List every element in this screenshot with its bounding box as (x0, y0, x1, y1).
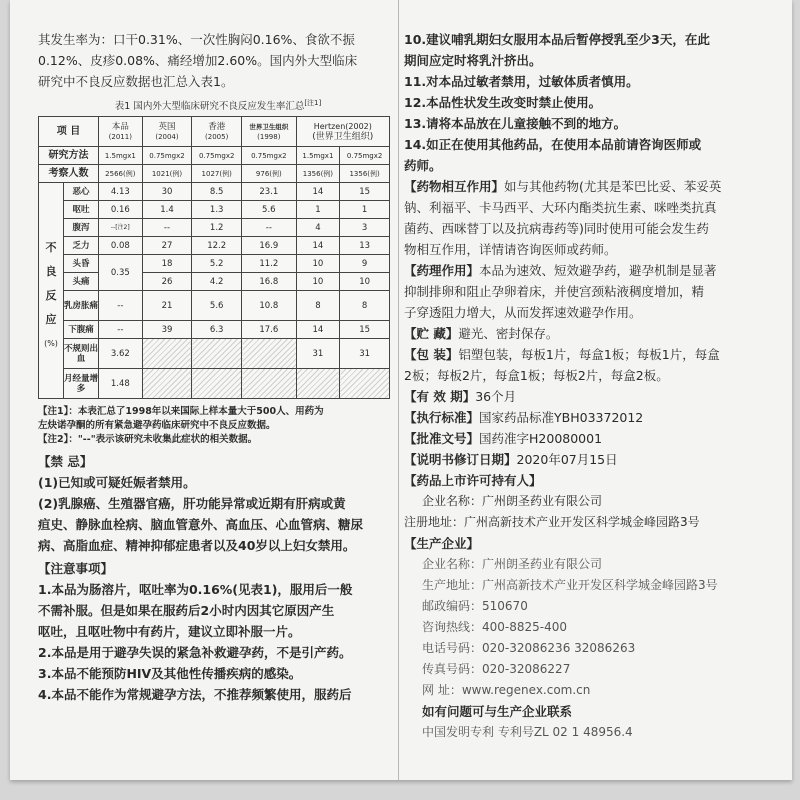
table-header-row (39, 117, 390, 147)
shaded-cell (242, 339, 297, 369)
symptom-cell: 下腹痛 (64, 321, 99, 339)
table-row (39, 183, 390, 201)
header-group (99, 117, 143, 147)
header-group-name: 本品 (111, 121, 129, 132)
method-cell: 0.75mgx2 (192, 147, 242, 165)
header-group (296, 117, 389, 147)
patent-line: 中国发明专利 专利号ZL 02 1 48956.4 (422, 725, 633, 739)
paragraph-line: 期间应定时将乳汁挤出。 (404, 53, 542, 68)
field-label: 企业名称： (422, 557, 483, 571)
holder-addr-line (404, 512, 784, 533)
field-label: 电话号码： (422, 641, 483, 655)
method-row (39, 147, 390, 165)
value-cell: 39 (142, 321, 192, 339)
table-note: 【注2】："--"表示该研究未收集此症状的相关数据。 (38, 434, 258, 446)
column-divider (398, 0, 399, 780)
header-group-name: Hertzen(2002) (313, 121, 372, 131)
field-label: 传真号码： (422, 662, 483, 676)
symptom-cell: 恶心 (64, 183, 99, 201)
header-group-name: 英国 (158, 121, 176, 132)
value-cell-merged: 0.35 (99, 255, 143, 291)
field-label: 邮政编码： (422, 599, 483, 613)
table-row (39, 219, 390, 237)
package-line (404, 344, 784, 365)
value-cell: 10 (296, 273, 340, 291)
shaded-cell (192, 369, 242, 399)
paragraph-line: 抑制排卵和阻止孕卵着床，并使宫颈粘液稠度增加，精 (404, 284, 705, 299)
field-label: 咨询热线： (422, 620, 483, 634)
table-notes (38, 405, 398, 447)
method-cell: 0.75mgx2 (142, 147, 192, 165)
value-cell: 5.6 (242, 201, 297, 219)
storage-text: 避光、密封保存。 (458, 326, 559, 341)
table-row (39, 237, 390, 255)
value-cell: 10 (340, 273, 390, 291)
value-cell: 6.3 (192, 321, 242, 339)
value-cell: 16.8 (242, 273, 297, 291)
paragraph-line: 疸史、静脉血栓病、脑血管意外、高血压、心血管病、糖尿 (38, 517, 364, 533)
section-title: 【药物相互作用】 (404, 179, 505, 194)
value-cell: 4.2 (192, 273, 242, 291)
approval-line (404, 428, 784, 449)
category-char: 良 (45, 264, 57, 278)
value-cell: 18 (142, 255, 192, 273)
value-cell: 3 (340, 219, 390, 237)
field-value: 广州高新技术产业开发区科学城金峰园路3号 (464, 515, 700, 529)
value-cell: 23.1 (242, 183, 297, 201)
section-title: 【生产企业】 (404, 536, 480, 551)
category-char: 反 (45, 288, 57, 302)
value-cell: 1.2 (192, 219, 242, 237)
table-note: 【注1】：本表汇总了1998年以来国际上样本量大于500人、用药为 (38, 406, 324, 418)
symptom-cell: 不规则出血 (64, 339, 99, 369)
value-cell: 15 (340, 183, 390, 201)
field-value: 400-8825-400 (482, 620, 568, 634)
method-label: 研究方法 (39, 147, 99, 165)
paragraph-line: 菌药、西咪替丁以及抗病毒药等)同时使用可能会发生药 (404, 221, 709, 236)
table-row (39, 321, 390, 339)
paragraph-line: 14.如正在使用其他药品，在使用本品前请咨询医师或 (404, 137, 702, 152)
value-cell: -- (142, 219, 192, 237)
section-title: 【注意事项】 (38, 561, 114, 577)
paragraph-line: 3.本品不能预防HIV及其他性传播疾病的感染。 (38, 666, 302, 682)
paragraph-line: 不需补服。但是如果在服药后2小时内因其它原因产生 (38, 603, 335, 619)
paragraph-line: 2.本品是用于避孕失误的紧急补救避孕药，不是引产药。 (38, 645, 352, 661)
paragraph-line: 物相互作用，详情请咨询医师或药师。 (404, 242, 617, 257)
shaded-cell (340, 369, 390, 399)
category-char: 应 (45, 312, 57, 326)
section-title: 【贮 藏】 (404, 326, 459, 341)
shaded-cell (142, 369, 192, 399)
value-cell: 0.08 (99, 237, 143, 255)
contraindications-section (38, 451, 398, 556)
paragraph-line: 如与其他药物(尤其是苯巴比妥、苯妥英 (504, 179, 722, 194)
value-cell: 8 (340, 291, 390, 321)
standard-text: 国家药品标准YBH03372012 (479, 410, 644, 425)
field-value: 广州朗圣药业有限公司 (482, 557, 603, 571)
table-caption-note: [注1] (304, 99, 322, 107)
value-cell: 8 (296, 291, 340, 321)
paragraph-line: (1)已知或可疑妊娠者禁用。 (38, 475, 196, 491)
value-cell: 26 (142, 273, 192, 291)
revision-line (404, 449, 784, 470)
value-cell: 1.4 (142, 201, 192, 219)
table-row (39, 201, 390, 219)
intro-line: 其发生率为：口干0.31%、一次性胸闷0.16%、食欲不振 (38, 32, 355, 47)
value-cell: 13 (340, 237, 390, 255)
category-char: 不 (45, 240, 57, 254)
value-cell: 4 (296, 219, 340, 237)
section-title: 【有 效 期】 (404, 389, 476, 404)
standard-line (404, 407, 784, 428)
value-cell: 12.2 (192, 237, 242, 255)
validity-text: 36个月 (475, 389, 517, 404)
value-cell: 5.2 (192, 255, 242, 273)
approval-text: 国药准字H20080001 (479, 431, 603, 446)
shaded-cell (296, 369, 340, 399)
header-group-year: (世界卫生组织) (312, 131, 374, 142)
section-title: 【药品上市许可持有人】 (404, 473, 542, 488)
field-value: www.regenex.com.cn (461, 683, 591, 697)
symptom-cell: 呕吐 (64, 201, 99, 219)
value-cell: 4.13 (99, 183, 143, 201)
value-cell: 5.6 (192, 291, 242, 321)
count-label: 考察人数 (39, 165, 99, 183)
shaded-cell (142, 339, 192, 369)
paragraph-line: 铝塑包装，每板1片，每盒1板；每板1片，每盒 (458, 347, 720, 362)
count-cell: 1027(例) (192, 165, 242, 183)
precautions-section (38, 558, 398, 705)
paragraph-line: 本品为速效、短效避孕药，避孕机制是显著 (479, 263, 717, 278)
symptom-cell: 月经量增多 (64, 369, 99, 399)
field-label: 生产地址： (422, 578, 483, 592)
producer-field (422, 554, 784, 575)
paragraph-line: 钠、利福平、卡马西平、大环内酯类抗生素、咪唑类抗真 (404, 200, 717, 215)
shaded-cell (242, 369, 297, 399)
value-cell: 1 (296, 201, 340, 219)
producer-field (422, 575, 784, 596)
method-cell: 1.5mgx1 (99, 147, 143, 165)
holder-name-line (404, 491, 784, 512)
field-value: 020-32086227 (482, 662, 571, 676)
method-cell: 1.5mgx1 (296, 147, 340, 165)
symptom-cell: 乏力 (64, 237, 99, 255)
header-group-year: (2004) (155, 132, 179, 141)
right-column (404, 29, 784, 743)
value-cell: 3.62 (99, 339, 143, 369)
value-cell: 17.6 (242, 321, 297, 339)
value-cell: 30 (142, 183, 192, 201)
header-group-year: (2005) (205, 132, 229, 141)
validity-line (404, 386, 784, 407)
paragraph-line: 1.本品为肠溶片，呕吐率为0.16%(见表1)，服用后一般 (38, 582, 353, 598)
symptom-cell: 头昏 (64, 255, 99, 273)
producer-field (422, 638, 784, 659)
value-cell: 21 (142, 291, 192, 321)
field-label: 网 址： (422, 683, 462, 697)
header-group (242, 117, 297, 147)
paragraph-line: 4.本品不能作为常规避孕方法，不推荐频繁使用，服药后 (38, 687, 352, 703)
value-cell: 14 (296, 237, 340, 255)
value-cell: 8.5 (192, 183, 242, 201)
table-caption-text: 表1 国内外大型临床研究不良反应发生率汇总 (114, 101, 305, 113)
value-cell: 27 (142, 237, 192, 255)
field-label: 注册地址： (404, 515, 465, 529)
count-cell: 2566(例) (99, 165, 143, 183)
count-row (39, 165, 390, 183)
value-cell: 10.8 (242, 291, 297, 321)
revision-text: 2020年07月15日 (516, 452, 618, 467)
producer-fields (404, 554, 784, 743)
producer-field (422, 659, 784, 680)
paragraph-line: 病、高脂血症、精神抑郁症患者以及40岁以上妇女禁用。 (38, 538, 356, 554)
header-group-name: 香港 (208, 121, 226, 132)
value-cell: 31 (296, 339, 340, 369)
paragraph-line: 12.本品性状发生改变时禁止使用。 (404, 95, 602, 110)
value-cell: 1.48 (99, 369, 143, 399)
contact-note: 如有问题可与生产企业联系 (422, 704, 573, 719)
value-cell: 14 (296, 321, 340, 339)
paragraph-line: 2板；每板2片，每盒1板；每板2片，每盒2板。 (404, 368, 669, 383)
intro-line: 研究中不良反应数据也汇总入表1。 (38, 74, 234, 89)
symptom-cell: 腹泻 (64, 219, 99, 237)
producer-field (422, 596, 784, 617)
paragraph-line: 子穿透阻力增大，从而发挥速效避孕作用。 (404, 305, 642, 320)
table-caption (38, 98, 398, 112)
paragraph-line: 10.建议哺乳期妇女服用本品后暂停授乳至少3天，在此 (404, 32, 710, 47)
table-row (39, 291, 390, 321)
table-row (39, 369, 390, 399)
field-value: 020-32086236 32086263 (482, 641, 636, 655)
section-title: 【药理作用】 (404, 263, 480, 278)
interactions-section (404, 176, 784, 260)
value-cell: 14 (296, 183, 340, 201)
section-title: 【批准文号】 (404, 431, 480, 446)
count-cell: 1021(例) (142, 165, 192, 183)
section-title: 【说明书修订日期】 (404, 452, 517, 467)
pharmacology-section (404, 260, 784, 323)
symptom-cell: 乳房胀痛 (64, 291, 99, 321)
paragraph-line: 药师。 (404, 158, 442, 173)
table-row (39, 339, 390, 369)
value-cell: 1 (340, 201, 390, 219)
value-cell: -- (99, 321, 143, 339)
value-cell: 15 (340, 321, 390, 339)
value-cell: --[注2] (99, 219, 143, 237)
method-cell: 0.75mgx2 (242, 147, 297, 165)
method-cell: 0.75mgx2 (340, 147, 390, 165)
section-title: 【执行标准】 (404, 410, 480, 425)
paragraph-line: 11.对本品过敏者禁用，过敏体质者慎用。 (404, 74, 639, 89)
symptom-cell: 头痛 (64, 273, 99, 291)
header-group-year: (1998) (257, 132, 281, 141)
value-cell: -- (99, 291, 143, 321)
left-column (38, 29, 398, 705)
category-char: (%) (44, 338, 58, 348)
table-row (39, 255, 390, 273)
table-row (39, 273, 390, 291)
field-value: 广州高新技术产业开发区科学城金峰园路3号 (482, 578, 718, 592)
producer-field (422, 617, 784, 638)
section-title: 【包 装】 (404, 347, 459, 362)
leaflet-sheet (10, 0, 792, 780)
storage-line (404, 323, 784, 344)
intro-line: 0.12%、皮疹0.08%、痛经增加2.60%。国内外大型临床 (38, 53, 358, 68)
header-group-name: 世界卫生组织 (249, 122, 289, 131)
value-cell: 9 (340, 255, 390, 273)
count-cell: 1356(例) (340, 165, 390, 183)
value-cell: -- (242, 219, 297, 237)
paragraph-line: 13.请将本品放在儿童接触不到的地方。 (404, 116, 627, 131)
count-cell: 976(例) (242, 165, 297, 183)
value-cell: 0.16 (99, 201, 143, 219)
header-group (142, 117, 192, 147)
shaded-cell (192, 339, 242, 369)
field-label: 企业名称： (422, 494, 483, 508)
paragraph-line: (2)乳腺癌、生殖器官癌，肝功能异常或近期有肝病或黄 (38, 496, 346, 512)
adverse-reaction-table (38, 116, 390, 399)
header-group-year: (2011) (108, 132, 132, 141)
producer-field (422, 680, 784, 701)
category-label (39, 183, 64, 399)
value-cell: 11.2 (242, 255, 297, 273)
value-cell: 1.3 (192, 201, 242, 219)
value-cell: 31 (340, 339, 390, 369)
header-project: 项 目 (39, 117, 99, 147)
value-cell: 10 (296, 255, 340, 273)
section-title: 【禁 忌】 (38, 454, 93, 470)
paragraph-line: 呕吐，且呕吐物中有药片，建议立即补服一片。 (38, 624, 301, 640)
field-value: 510670 (482, 599, 528, 613)
value-cell: 16.9 (242, 237, 297, 255)
count-cell: 1356(例) (296, 165, 340, 183)
table-note: 左炔诺孕酮的所有紧急避孕药临床研究中不良反应数据。 (38, 420, 276, 432)
field-value: 广州朗圣药业有限公司 (482, 494, 603, 508)
header-group (192, 117, 242, 147)
